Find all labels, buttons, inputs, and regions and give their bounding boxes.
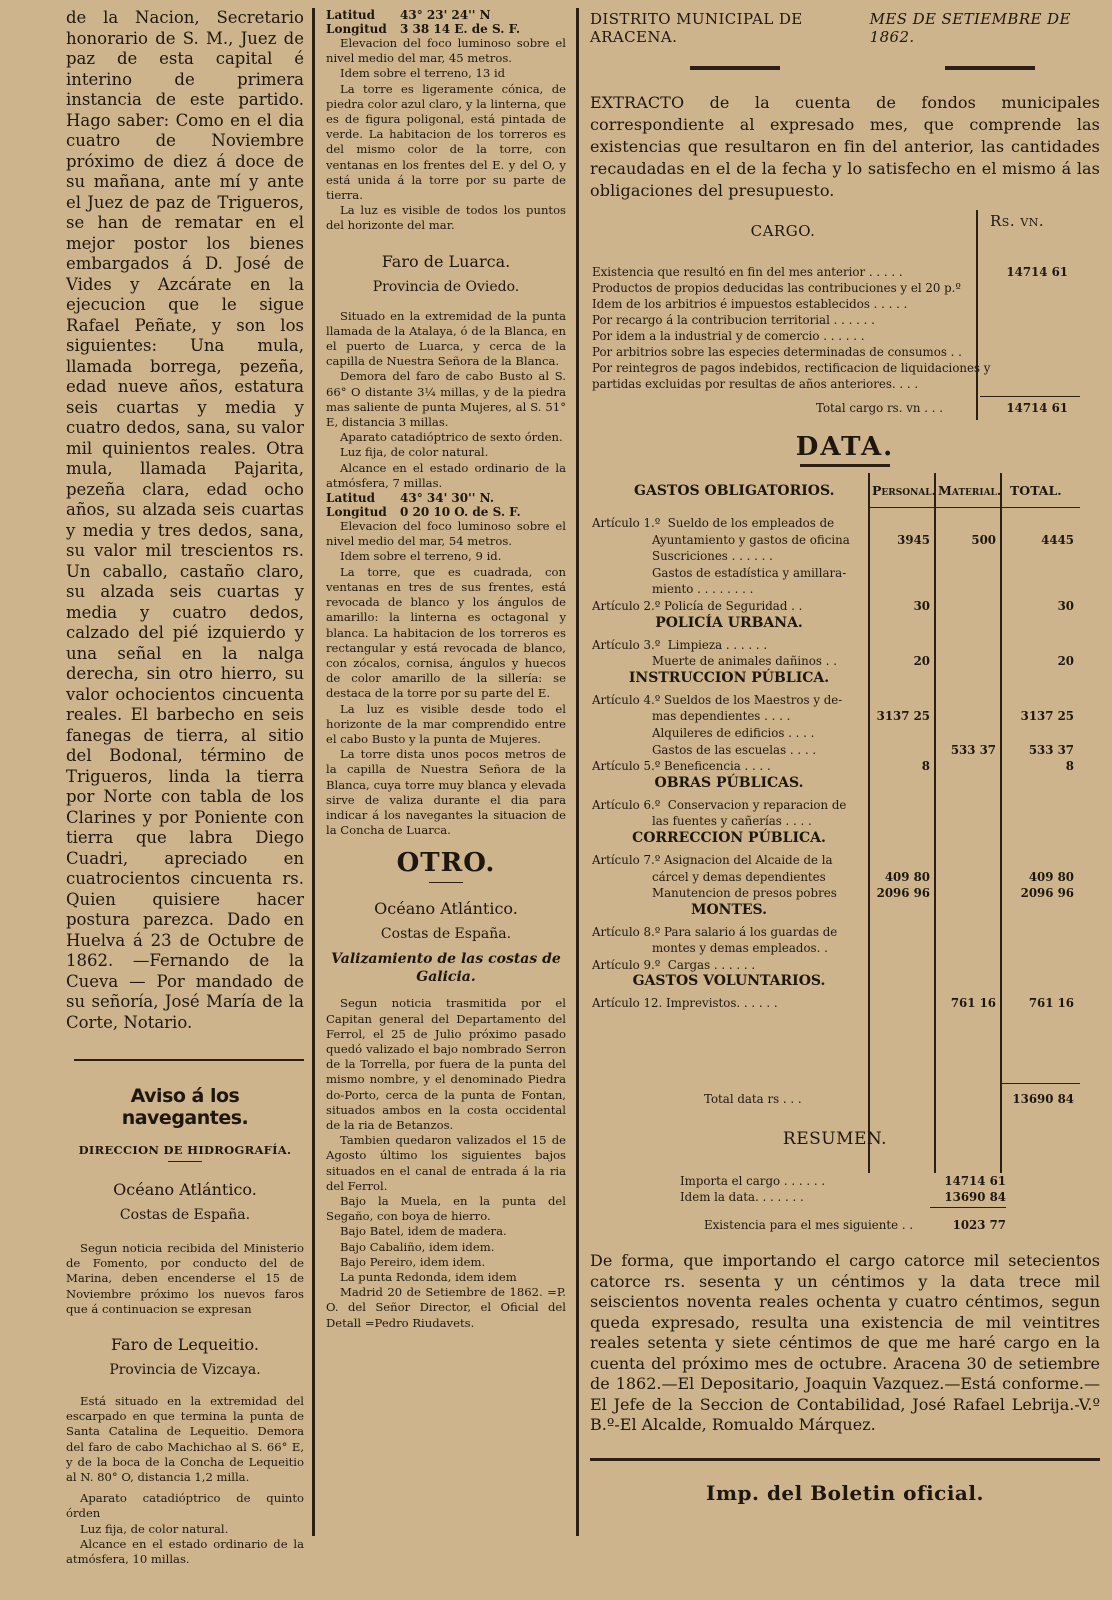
column-1 bbox=[66, 8, 304, 1567]
latitude-row bbox=[326, 8, 566, 22]
data-row-total: 30 bbox=[1057, 598, 1074, 613]
section-heading-row bbox=[590, 902, 1080, 924]
cargo-row-label: Por recargo á la contribucion territorial . . . . . . bbox=[592, 313, 875, 327]
data-row-label: Alquileres de edificios . . . . bbox=[592, 725, 815, 740]
section-heading: INSTRUCCION PÚBLICA. bbox=[628, 669, 830, 686]
extract-lead: EXTRACTO bbox=[590, 93, 685, 112]
paragraph: La punta Redonda, idem idem bbox=[340, 1270, 517, 1284]
valizamiento-heading: Valizamiento de las costas de Galicia. bbox=[331, 951, 561, 986]
total-data-value: 13690 84 bbox=[1012, 1092, 1074, 1106]
aparato-paragraph: Aparato catadióptrico de quinto órden bbox=[66, 1491, 304, 1521]
cargo-row bbox=[590, 328, 1080, 344]
section-heading-row bbox=[590, 830, 1080, 852]
resumen-title: RESUMEN. bbox=[782, 1129, 888, 1149]
paragraph: Segun noticia trasmitida por el Capitan general del Departamento del Ferrol, el 25 de Julio próximo pasado quedó valizado el bajo nombrado Serron de la Torrella, por fuera de la punta del mismo nombre, y el denominado Piedra do-Porto, cerca de la punta de Fontan, situados ambos en la costa occidental de la ria de Betanzos. bbox=[326, 996, 566, 1132]
data-row-total: 3137 25 bbox=[1020, 709, 1074, 724]
data-row bbox=[590, 725, 1080, 742]
aviso-title: Aviso á los navegantes. bbox=[121, 1085, 249, 1129]
data-row-personal: 8 bbox=[921, 759, 930, 774]
costas-heading: Costas de España. bbox=[380, 926, 512, 943]
total-rule bbox=[1000, 1083, 1080, 1084]
personal-header: Personal. bbox=[872, 483, 936, 498]
data-row-material: 500 bbox=[971, 532, 996, 547]
longitude-label: Longitud bbox=[326, 505, 387, 520]
paragraph: Tambien quedaron valizados el 15 de Agosto último los siguientes bajos situados en el canal de entrada á la ria del Ferrol. bbox=[326, 1133, 566, 1193]
data-row-label: las fuentes y cañerías . . . . bbox=[592, 814, 812, 829]
data-table bbox=[590, 473, 1100, 1173]
data-row-label: cárcel y demas dependientes bbox=[592, 869, 826, 884]
data-row-label: Artículo 4.º Sueldos de los Maestros y de- bbox=[592, 692, 843, 707]
short-dash bbox=[429, 882, 463, 883]
cargo-row-label: Por idem a la industrial y de comercio . . . . . . bbox=[592, 329, 865, 343]
header-rule bbox=[945, 66, 1035, 70]
district-name: DISTRITO MUNICIPAL DE ARACENA. bbox=[590, 10, 803, 46]
cargo-row bbox=[590, 312, 1080, 328]
signature: Madrid 20 de Setiembre de 1862. =P. O. del Señor Director, el Oficial del Detall =Pedro Riudavets. bbox=[326, 1285, 566, 1330]
data-row-label: Gastos de estadística y amillara- bbox=[592, 565, 847, 580]
total-header: TOTAL. bbox=[1010, 483, 1062, 498]
data-row bbox=[590, 869, 1080, 886]
total-cargo-label: Total cargo rs. vn . . . bbox=[816, 401, 943, 415]
importa-value: 14714 61 bbox=[944, 1174, 1006, 1188]
data-row bbox=[590, 885, 1080, 902]
latitude-value: 43° 34' 30'' N. bbox=[400, 491, 495, 506]
paragraph: La luz es visible de todos los puntos del horizonte del mar. bbox=[326, 203, 566, 233]
paragraph: La luz es visible desde todo el horizonte de la mar comprendido entre el cabo Busto y la punta de Mujeres. bbox=[326, 701, 566, 746]
data-row-label: Suscriciones . . . . . . bbox=[592, 549, 773, 564]
data-row-label: Artículo 9.º Cargas . . . . . . bbox=[592, 957, 756, 972]
data-row bbox=[590, 581, 1080, 598]
paragraph: La torre es ligeramente cónica, de piedra color azul claro, y la linterna, que es de figura poligonal, está pintada de verde. La habitacion de los torreros es del mismo color de la torre, con ventanas en los frentes del E. y del O, y está unida á la torre por su parte de tierra. bbox=[326, 81, 566, 203]
extract-body: de la cuenta de fondos municipales correspondiente al expresado mes, que comprende las existencias que resultaron en fin del anterior, las cantidades recaudadas en el de la fecha y lo satisfecho en el mismo á las obligaciones del presupuesto. bbox=[590, 93, 1100, 200]
data-row-label: Artículo 6.º Conservacion y reparacion de bbox=[592, 797, 847, 812]
month-label: MES DE SETIEMBRE DE 1862. bbox=[869, 10, 1071, 46]
cargo-rows bbox=[590, 264, 1080, 392]
paragraph: Demora del faro de cabo Busto al S. 66° O distante 3¼ millas, y de la piedra mas saliente de punta Mujeres, al S. 51° E, distancia 3 millas. bbox=[326, 369, 566, 430]
column-divider bbox=[312, 8, 315, 1536]
data-row bbox=[590, 813, 1080, 830]
column-3 bbox=[590, 10, 1100, 1505]
data-row-total: 2096 96 bbox=[1020, 886, 1074, 901]
data-row-personal: 3137 25 bbox=[876, 709, 930, 724]
column-2 bbox=[326, 8, 566, 1331]
section-heading: MONTES. bbox=[690, 901, 768, 918]
short-dash bbox=[168, 1161, 202, 1162]
data-row-label: Artículo 12. Imprevistos. . . . . . bbox=[592, 996, 778, 1011]
data-row-total: 4445 bbox=[1041, 532, 1074, 547]
luz-paragraph: Luz fija, de color natural. bbox=[80, 1521, 229, 1536]
dateline bbox=[590, 10, 1100, 46]
longitude-row bbox=[326, 22, 566, 36]
cargo-section bbox=[590, 210, 1100, 420]
header-rule bbox=[690, 66, 780, 70]
data-row-label: Manutencion de presos pobres bbox=[592, 886, 837, 901]
material-header: Material. bbox=[938, 483, 1002, 498]
latitude-label: Latitud bbox=[326, 491, 375, 506]
section-heading: CORRECCION PÚBLICA. bbox=[632, 829, 826, 846]
auction-edict: de la Nacion, Secretario honorario de S. M., Juez de paz de esta capital é interino de primera instancia de este partido. Hago saber: Como en el dia cuatro de Noviembre próximo de diez á doce de su mañana, ante mí y ante el Juez de paz de Trigueros, se han de rematar en el mejor postor los bienes embargados á D. José de Vides y Azcárate en la ejecucion que le sigue Rafael Peñate, y son los siguientes: Una mula, llamada borrega, pezeña, edad nueve años, estatura seis cuartas y media y cuatro dedos, sana, su valor mil quinientos reales. Otra mula, llamada Pajarita, pezeña clara, edad ocho años, su alzada seis cuartas y media y tres dedos, sana, su valor mil trescientos rs. Un caballo, castaño claro, su alzada seis cuartas y media y cuatro dedos, calzado del pié izquierdo y una señal en la nalga derecha, sin otro hierro, su valor ochocientos cincuenta reales. El barbecho en seis fanegas de tierra, al sitio del Bodonal, término de Trigueros, linda la tierra por Norte con tabla de los Clarines y por Poniente con tierra que labra Diego Cuadri, apreciado en cuatrocientos cincuenta rs. Quien quisiere hacer postura parezca. Dado en Huelva á 23 de Octubre de 1862. —Fernando de la Cueva — Por mandado de su señoría, José María de la Corte, Notario. bbox=[66, 8, 304, 1032]
data-row bbox=[590, 515, 1080, 532]
data-row-material: 533 37 bbox=[950, 742, 996, 757]
data-row bbox=[590, 653, 1080, 670]
cargo-row bbox=[590, 296, 1080, 312]
data-row bbox=[590, 637, 1080, 654]
cargo-row-label: Idem de los arbitrios é impuestos establecidos . . . . . bbox=[592, 297, 908, 311]
faro-lequeitio-heading: Faro de Lequeitio. bbox=[111, 1335, 259, 1355]
data-row-material: 761 16 bbox=[950, 996, 996, 1011]
data-row bbox=[590, 940, 1080, 957]
data-row-total: 761 16 bbox=[1028, 996, 1074, 1011]
rs-vn-label: Rs. vn. bbox=[990, 212, 1045, 230]
imprenta-label: Imp. del Boletin oficial. bbox=[706, 1480, 984, 1505]
otro-heading: OTRO. bbox=[396, 848, 496, 879]
notice-paragraph: Segun noticia recibida del Ministerio de Fomento, por conducto del de Marina, deben encenderse el 15 de Noviembre próximo los nuevos faros que á continuacion se expresan bbox=[66, 1241, 304, 1316]
total-cargo-value: 14714 61 bbox=[1006, 401, 1068, 415]
paragraph: Luz fija, de color natural. bbox=[340, 445, 489, 460]
data-row-personal: 20 bbox=[913, 654, 930, 669]
cargo-title: CARGO. bbox=[750, 222, 816, 240]
data-row bbox=[590, 924, 1080, 941]
cargo-total-rule bbox=[980, 396, 1080, 397]
direccion-heading: DIRECCION DE HIDROGRAFÍA. bbox=[78, 1143, 292, 1157]
cargo-row-label: Por arbitrios sobre las especies determinadas de consumos . . bbox=[592, 345, 962, 359]
data-row-personal: 3945 bbox=[897, 532, 930, 547]
cargo-row-label: Existencia que resultó en fin del mes anterior . . . . . bbox=[592, 265, 903, 279]
data-row bbox=[590, 548, 1080, 565]
total-data-label: Total data rs . . . bbox=[704, 1092, 802, 1106]
paragraph: Bajo Pereiro, idem idem. bbox=[340, 1254, 486, 1269]
data-rows bbox=[590, 515, 1080, 1012]
data-rule bbox=[800, 464, 890, 467]
idem-label: Idem la data. . . . . . . bbox=[680, 1190, 804, 1204]
oceano-heading: Océano Atlántico. bbox=[113, 1180, 257, 1199]
section-rule bbox=[74, 1059, 304, 1061]
data-row-label: Artículo 5.º Beneficencia . . . . bbox=[592, 759, 771, 774]
closing-paragraph: De forma, que importando el cargo catorce mil setecientos catorce rs. sesenta y un céntimos y la data trece mil seiscientos noventa reales ochenta y cuatro céntimos, segun queda expresado, resulta una existencia de mil veintitres reales setenta y siete céntimos de que me haré cargo en la cuenta del próximo mes de octubre. Aracena 30 de setiembre de 1862.—El Depositario, Joaquin Vazquez.—Está conforme.—El Jefe de la Seccion de Contabilidad, José Rafael Lebrija.-V.º B.º-El Alcalde, Romualdo Márquez. bbox=[590, 1251, 1100, 1434]
cargo-row bbox=[590, 264, 1080, 280]
existencia-value: 1023 77 bbox=[952, 1218, 1006, 1232]
cargo-row-label: partidas excluidas por resultas de años anteriores. . . . bbox=[592, 377, 919, 391]
paragraph: Elevacion del foco luminoso sobre el nivel medio del mar, 54 metros. bbox=[326, 519, 566, 549]
data-row bbox=[590, 852, 1080, 869]
footer-rule bbox=[590, 1458, 1100, 1461]
total-cargo-row bbox=[590, 400, 1080, 416]
paragraph: Idem sobre el terreno, 9 id. bbox=[340, 549, 502, 564]
importa-label: Importa el cargo . . . . . . bbox=[680, 1174, 826, 1188]
section-heading: OBRAS PÚBLICAS. bbox=[654, 774, 804, 791]
data-row bbox=[590, 797, 1080, 814]
longitude-value: 0 20 10 O. de S. F. bbox=[400, 505, 521, 520]
data-row bbox=[590, 565, 1080, 582]
section-heading: POLICÍA URBANA. bbox=[655, 614, 803, 631]
paragraph: Aparato catadióptrico de sexto órden. bbox=[340, 430, 563, 445]
costas-heading: Costas de España. bbox=[119, 1207, 251, 1223]
section-heading-row bbox=[590, 775, 1080, 797]
oceano-heading: Océano Atlántico. bbox=[374, 899, 518, 919]
paragraph: Elevacion del foco luminoso sobre el nivel medio del mar, 45 metros. bbox=[326, 36, 566, 66]
resumen-section bbox=[590, 1173, 1100, 1251]
cargo-row-label: Productos de propios deducidas las contribuciones y el 20 p.º bbox=[592, 281, 961, 295]
data-title: DATA. bbox=[795, 432, 895, 462]
data-row-personal: 409 80 bbox=[884, 869, 930, 884]
data-row bbox=[590, 708, 1080, 725]
provincia-vizcaya-heading: Provincia de Vizcaya. bbox=[109, 1362, 261, 1379]
header-rule bbox=[870, 507, 1080, 508]
data-row-label: mas dependientes . . . . bbox=[592, 709, 791, 724]
data-row-label: miento . . . . . . . . bbox=[592, 582, 754, 597]
column-divider bbox=[576, 8, 579, 1536]
section-heading-row bbox=[590, 615, 1080, 637]
longitude-row bbox=[326, 505, 566, 519]
gastos-header: GASTOS OBLIGATORIOS. bbox=[634, 483, 835, 499]
extract-paragraph bbox=[590, 92, 1100, 202]
longitude-value: 3 38 14 E. de S. F. bbox=[400, 22, 521, 36]
data-row-label: montes y demas empleados. . bbox=[592, 941, 828, 956]
alcance-paragraph: Alcance en el estado ordinario de la atmósfera, 10 millas. bbox=[66, 1536, 304, 1567]
paragraph: La torre, que es cuadrada, con ventanas en tres de sus frentes, está revocada de blanco y los ángulos de amarillo: la linterna es octagonal y blanca. La habitacion de los torreros es rectangular y está revocada de blanco, con zócalos, cornisa, ángulos y huecos de color amarillo de la sillería: se destaca de la torre por su parte del E. bbox=[326, 564, 566, 701]
resumen-row bbox=[590, 1173, 1080, 1189]
paragraph: Bajo Cabaliño, idem idem. bbox=[340, 1239, 495, 1254]
faro-luarca-heading: Faro de Luarca. bbox=[381, 251, 511, 271]
paragraph: Situado en la extremidad de la punta llamada de la Atalaya, ó de la Blanca, en el puerto de Luarca, y cerca de la capilla de Nuestra Señora de la Blanca. bbox=[326, 308, 566, 369]
section-heading-row bbox=[590, 973, 1080, 995]
data-row bbox=[590, 742, 1080, 759]
data-row-label: Gastos de las escuelas . . . . bbox=[592, 742, 817, 757]
data-row-total: 533 37 bbox=[1028, 742, 1074, 757]
data-row bbox=[590, 758, 1080, 775]
data-row-total: 409 80 bbox=[1028, 869, 1074, 884]
section-heading-row bbox=[590, 670, 1080, 692]
existencia-label: Existencia para el mes siguiente . . bbox=[704, 1218, 914, 1232]
latitude-label: Latitud bbox=[326, 8, 375, 22]
idem-value: 13690 84 bbox=[944, 1190, 1006, 1204]
data-row-personal: 2096 96 bbox=[876, 886, 930, 901]
cargo-row-value: 14714 61 bbox=[1006, 265, 1068, 279]
lequeitio-paragraph: Está situado en la extremidad del escarpado en que termina la punta de Santa Catalina de Lequeitio. Demora del faro de cabo Machichao al S. 66° E, y de la boca de la Concha de Lequeitio al N. 80° O, distancia 1,2 milla. bbox=[66, 1394, 304, 1485]
data-row-personal: 30 bbox=[913, 598, 930, 613]
resumen-row bbox=[590, 1217, 1080, 1233]
latitude-value: 43° 23' 24'' N bbox=[400, 8, 491, 22]
data-row-label: Artículo 8.º Para salario á los guardas de bbox=[592, 924, 838, 939]
data-row bbox=[590, 532, 1080, 549]
data-row-label: Artículo 7.º Asignacion del Alcaide de la bbox=[592, 852, 833, 867]
resumen-rule bbox=[930, 1207, 1006, 1208]
cargo-row bbox=[590, 376, 1080, 392]
data-row-total: 20 bbox=[1057, 654, 1074, 669]
cargo-row bbox=[590, 360, 1080, 376]
data-row-label: Artículo 3.º Limpieza . . . . . . bbox=[592, 637, 768, 652]
cargo-row bbox=[590, 280, 1080, 296]
paragraph: Bajo la Muela, en la punta del Segaño, con boya de hierro. bbox=[326, 1193, 566, 1224]
paragraph: Idem sobre el terreno, 13 id bbox=[340, 66, 506, 81]
data-row-label: Muerte de animales dañinos . . bbox=[592, 654, 837, 669]
paragraph: Alcance en el estado ordinario de la atmósfera, 7 millas. bbox=[326, 460, 566, 490]
data-row-label: Artículo 2.º Policía de Seguridad . . bbox=[592, 598, 803, 613]
paragraph: Bajo Batel, idem de madera. bbox=[340, 1224, 507, 1239]
data-row-total: 8 bbox=[1065, 759, 1074, 774]
section-heading: GASTOS VOLUNTARIOS. bbox=[632, 973, 826, 990]
total-data-row bbox=[590, 1091, 1080, 1107]
data-row-label: Ayuntamiento y gastos de oficina bbox=[592, 532, 850, 547]
data-row bbox=[590, 692, 1080, 709]
paragraph: La torre dista unos pocos metros de la capilla de Nuestra Señora de la Blanca, cuya torre muy blanca y elevada sirve de valiza durante el dia para indicar á los navegantes la situacion de la Concha de Luarca. bbox=[326, 747, 566, 838]
latitude-row bbox=[326, 491, 566, 505]
data-row-label: Artículo 1.º Sueldo de los empleados de bbox=[592, 516, 835, 530]
cargo-row-label: Por reintegros de pagos indebidos, rectificacion de liquidaciones y bbox=[592, 361, 991, 375]
data-row bbox=[590, 957, 1080, 974]
provincia-oviedo-heading: Provincia de Oviedo. bbox=[372, 278, 520, 295]
data-row bbox=[590, 598, 1080, 615]
resumen-row bbox=[590, 1189, 1080, 1205]
cargo-row bbox=[590, 344, 1080, 360]
data-row bbox=[590, 995, 1080, 1012]
longitude-label: Longitud bbox=[326, 22, 387, 36]
header-rules bbox=[590, 46, 1100, 74]
